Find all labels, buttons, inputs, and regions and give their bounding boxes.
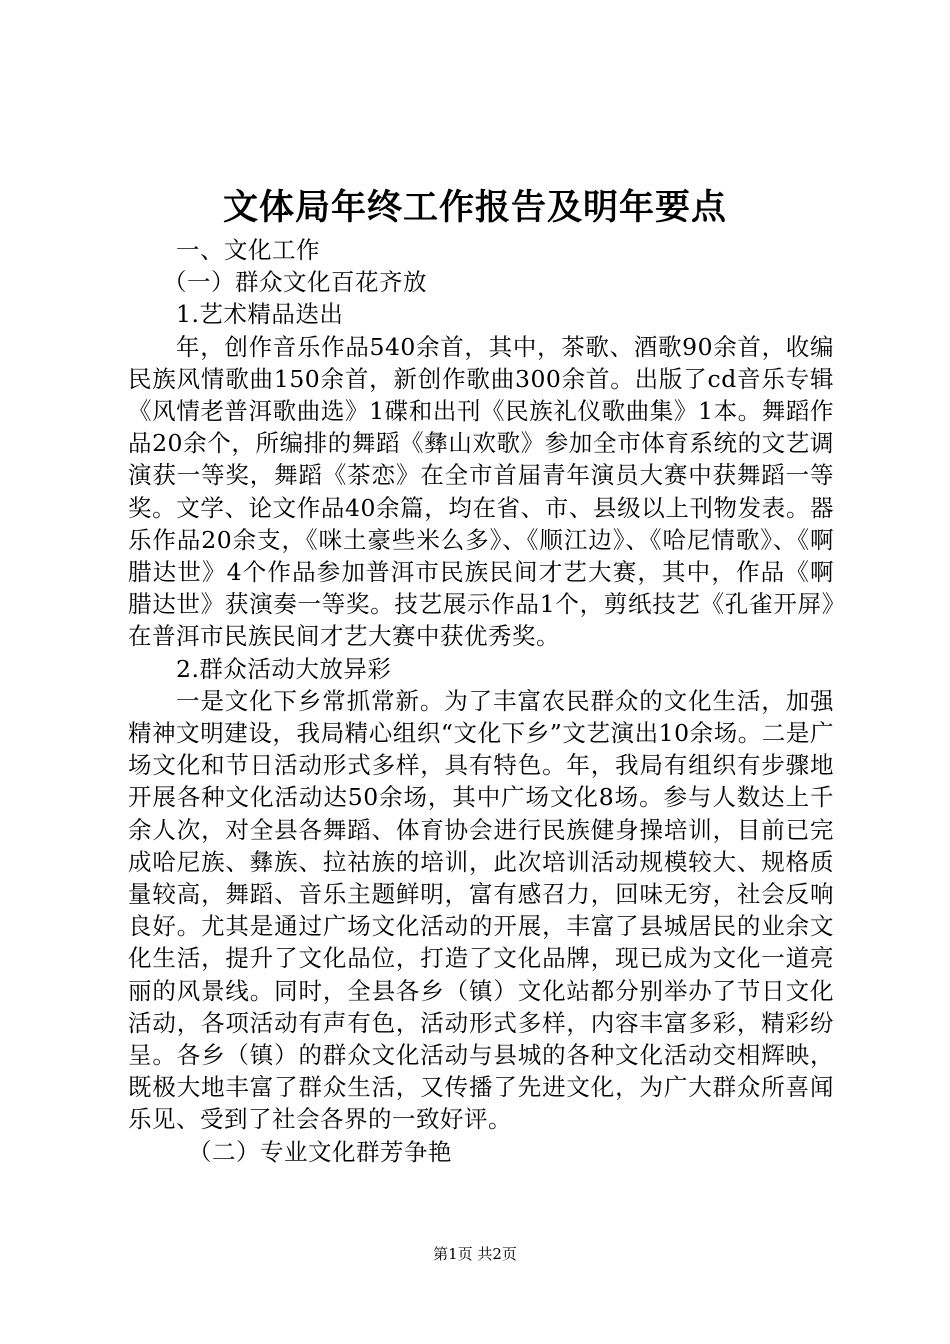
paragraph-mass-activities: 一是文化下乡常抓常新。为了丰富农民群众的文化生活，加强精神文明建设，我局精心组织“文化下乡”文艺演出10余场。二是广场文化和节日活动形式多样，具有特色。年，我局有组织有步骤地开展各种文化活动达50余场，其中广场文化8场。参与人数达上千余人次，对全县各舞蹈、体育协会进行民族健身操培训，目前已完成哈尼族、彝族、拉祜族的培训，此次培训活动规模较大、规格质量较高，舞蹈、音乐主题鲜明，富有感召力，回味无穷，社会反响良好。尤其是通过广场文化活动的开展，丰富了县城居民的业余文化生活，提升了文化品位，打造了文化品牌，现已成为文化一道亮丽的风景线。同时，全县各乡（镇）文化站都分别举办了节日文化活动，各项活动有声有色，活动形式多样，内容丰富多彩，精彩纷呈。各乡（镇）的群众文化活动与县城的各种文化活动交相辉映，既极大地丰富了群众生活，又传播了先进文化，为广大群众所喜闻乐见、受到了社会各界的一致好评。 [128,686,834,1134]
item-heading-art-works: 1.艺术精品迭出 [176,300,344,329]
document-title: 文体局年终工作报告及明年要点 [222,187,727,228]
section-heading-culture: 一、文化工作 [176,236,320,264]
subsection-heading-professional-culture: （二）专业文化群芳争艳 [188,1137,452,1166]
document-body [128,234,834,1168]
subsection-heading-mass-culture: （一）群众文化百花齐放 [163,268,427,297]
page-number-footer: 第1页 共2页 [433,1245,517,1263]
item-heading-mass-activities: 2.群众活动大放异彩 [176,654,392,683]
paragraph-art-works: 年，创作音乐作品540余首，其中，茶歌、酒歌90余首，收编民族风情歌曲150余首，新创作歌曲300余首。出版了cd音乐专辑《风情老普洱歌曲选》1碟和出刊《民族礼仪歌曲集》1本。舞蹈作品20余个，所编排的舞蹈《彝山欢歌》参加全市体育系统的文艺调演获一等奖，舞蹈《茶恋》在全市首届青年演员大赛中获舞蹈一等奖。文学、论文作品40余篇，均在省、市、县级以上刊物发表。器乐作品20余支，《咪土豪些米么多》、《顺江边》、《哈尼情歌》、《啊腊达世》4个作品参加普洱市民族民间才艺大赛，其中，作品《啊腊达世》获演奏一等奖。技艺展示作品1个，剪纸技艺《孔雀开屏》在普洱市民族民间才艺大赛中获优秀奖。 [128,332,834,651]
